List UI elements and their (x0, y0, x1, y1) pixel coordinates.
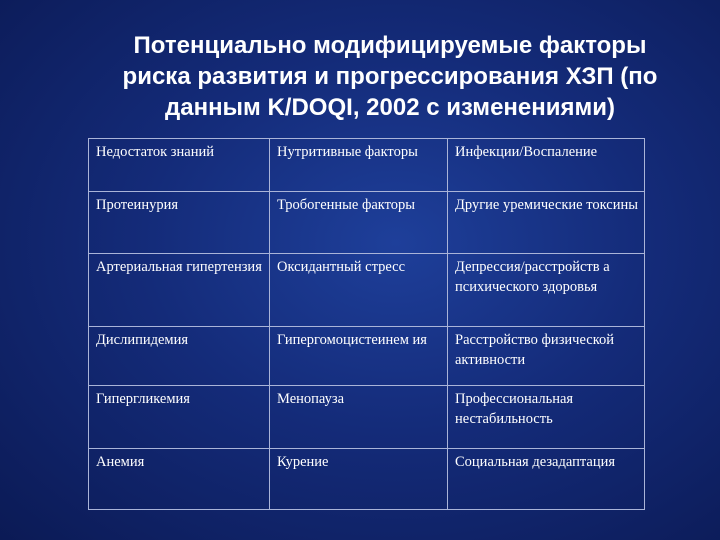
risk-factors-table (88, 138, 645, 510)
table-row (89, 327, 645, 386)
table-cell: Артериальная гипертензия (89, 254, 270, 327)
table-cell: Недостаток знаний (89, 139, 270, 192)
title-line-1: Потенциально модифицируемые факторы (133, 32, 647, 59)
table-cell: Социальная дезадаптация (448, 449, 645, 510)
table-row (89, 192, 645, 254)
table-cell: Инфекции/Воспаление (448, 139, 645, 192)
table-cell: Гипергликемия (89, 386, 270, 449)
table-row (89, 449, 645, 510)
table-cell: Тробогенные факторы (270, 192, 448, 254)
table-cell: Протеинурия (89, 192, 270, 254)
title-line-3: данным K/DOQI, 2002 с изменениями) (164, 94, 616, 121)
table-cell: Оксидантный стресс (270, 254, 448, 327)
table-cell: Депрессия/расстройств а психического здоровья (448, 254, 645, 327)
table-cell: Другие уремические токсины (448, 192, 645, 254)
table-cell: Анемия (89, 449, 270, 510)
table-cell: Профессиональная нестабильность (448, 386, 645, 449)
table-row (89, 139, 645, 192)
table-cell: Дислипидемия (89, 327, 270, 386)
table-cell: Гипергомоцистеинем ия (270, 327, 448, 386)
slide-title (70, 30, 710, 123)
title-line-2: риска развития и прогрессирования ХЗП (по (122, 63, 658, 90)
table-row (89, 254, 645, 327)
table-row (89, 386, 645, 449)
table-cell: Менопауза (270, 386, 448, 449)
table-cell: Расстройство физической активности (448, 327, 645, 386)
table-cell: Курение (270, 449, 448, 510)
table-cell: Нутритивные факторы (270, 139, 448, 192)
